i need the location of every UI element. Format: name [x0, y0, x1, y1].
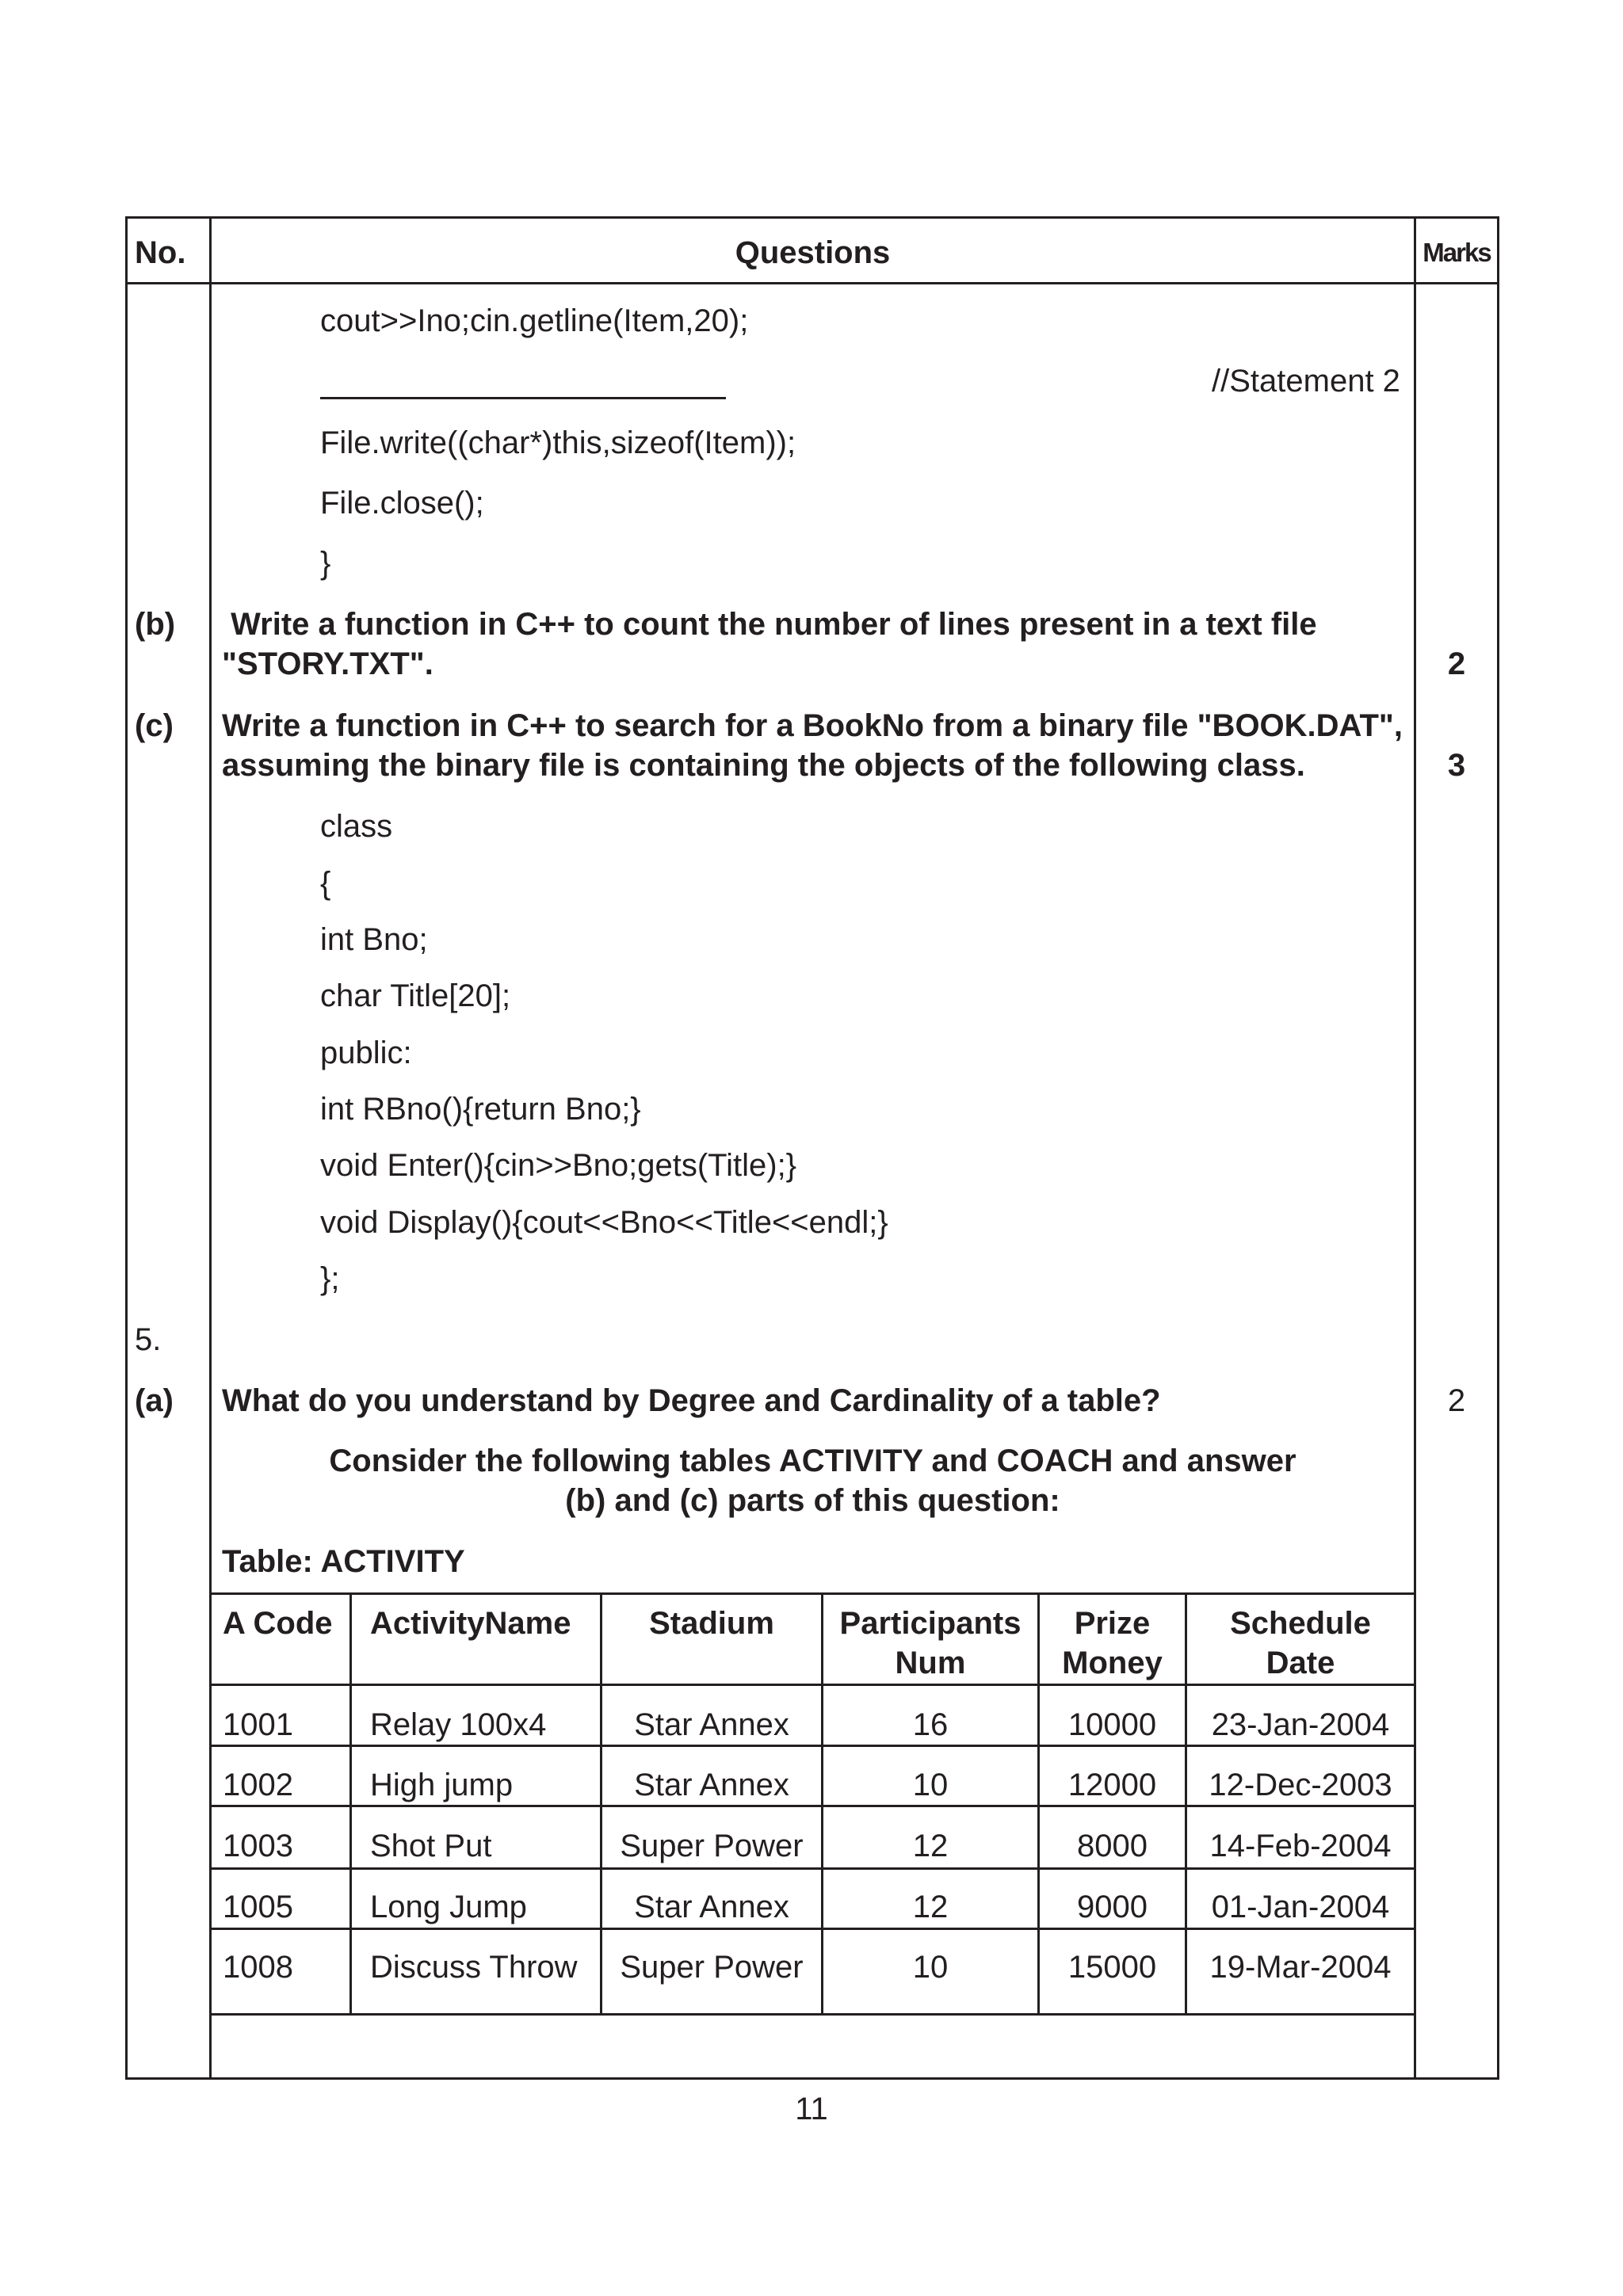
col-header-prize-2: Money — [1062, 1646, 1163, 1680]
table-cell-code: 1003 — [223, 1829, 293, 1863]
frame-header-bottom — [125, 282, 1499, 284]
table-cell-stadium: Star Annex — [634, 1707, 789, 1742]
col-header-stadium: Stadium — [649, 1606, 774, 1641]
col-header-schedule: Schedule — [1230, 1606, 1371, 1641]
table-title: Table: ACTIVITY — [222, 1544, 465, 1579]
q5a-marks: 2 — [1447, 1383, 1466, 1418]
table-header-bottom — [209, 1684, 1416, 1686]
q4b-text-line1: Write a function in C++ to count the number of lines present in a text file — [222, 607, 1317, 642]
table-cell-code: 1005 — [223, 1890, 293, 1924]
frame-left — [125, 216, 128, 2080]
table-cell-participants: 16 — [912, 1707, 949, 1742]
class-code-line: void Display(){cout<<Bno<<Title<<endl;} — [320, 1205, 888, 1240]
statement-2-comment: //Statement 2 — [1212, 364, 1400, 399]
class-code-line: int Bno; — [320, 922, 428, 957]
table-cell-stadium: Super Power — [620, 1950, 804, 1985]
table-cell-activity: Relay 100x4 — [370, 1707, 547, 1742]
class-code-line: void Enter(){cin>>Bno;gets(Title);} — [320, 1148, 797, 1183]
class-code-line: class — [320, 809, 393, 844]
table-cell-code: 1002 — [223, 1768, 293, 1802]
q5-intro-line2: (b) and (c) parts of this question: — [565, 1483, 1060, 1518]
table-cell-code: 1008 — [223, 1950, 293, 1985]
header-marks: Marks — [1423, 238, 1491, 267]
class-code-line: { — [320, 866, 331, 901]
col-header-activity-name: ActivityName — [370, 1606, 571, 1641]
class-code-line: public: — [320, 1035, 412, 1070]
blank-statement-line — [320, 397, 726, 399]
table-cell-activity: Long Jump — [370, 1890, 527, 1924]
frame-bottom — [125, 2077, 1499, 2080]
table-border-bottom — [209, 2013, 1416, 2016]
header-questions: Questions — [735, 235, 891, 270]
table-cell-prize: 9000 — [1077, 1890, 1148, 1924]
q5-intro-line1: Consider the following tables ACTIVITY and COACH and answer — [329, 1444, 1296, 1478]
code-line-close: File.close(); — [320, 486, 484, 521]
code-line-cout: cout>>Ino;cin.getline(Item,20); — [320, 303, 749, 338]
table-cell-date: 19-Mar-2004 — [1209, 1950, 1392, 1985]
q4c-marks: 3 — [1447, 748, 1466, 783]
table-cell-stadium: Star Annex — [634, 1768, 789, 1802]
table-cell-activity: Shot Put — [370, 1829, 492, 1863]
table-cell-date: 14-Feb-2004 — [1209, 1829, 1392, 1863]
no-column-divider — [209, 216, 212, 2080]
table-cell-activity: High jump — [370, 1768, 514, 1802]
q4b-text-line2: "STORY.TXT". — [222, 646, 433, 681]
q4c-text-line2: assuming the binary file is containing the objects of the following class. — [222, 748, 1305, 783]
table-cell-prize: 8000 — [1077, 1829, 1148, 1863]
table-cell-participants: 12 — [912, 1829, 949, 1863]
q4c-number: (c) — [135, 708, 174, 743]
col-header-schedule-2: Date — [1266, 1646, 1335, 1680]
table-cell-participants: 10 — [912, 1950, 949, 1985]
class-code-line: }; — [320, 1261, 340, 1296]
q5-number: 5. — [135, 1322, 162, 1357]
frame-top — [125, 216, 1499, 219]
table-cell-participants: 12 — [912, 1890, 949, 1924]
header-no: No. — [135, 235, 186, 270]
table-row-separator — [209, 1928, 1416, 1930]
q4b-marks: 2 — [1447, 646, 1466, 681]
table-cell-code: 1001 — [223, 1707, 293, 1742]
table-row-separator — [209, 1745, 1416, 1747]
table-cell-date: 12-Dec-2003 — [1209, 1768, 1392, 1802]
table-cell-activity: Discuss Throw — [370, 1950, 578, 1985]
class-code-line: int RBno(){return Bno;} — [320, 1092, 641, 1127]
table-cell-prize: 15000 — [1067, 1950, 1157, 1985]
q5a-text: What do you understand by Degree and Cardinality of a table? — [222, 1383, 1161, 1418]
code-line-write: File.write((char*)this,sizeof(Item)); — [320, 425, 796, 460]
frame-right — [1497, 216, 1499, 2080]
q4b-number: (b) — [135, 607, 176, 642]
table-cell-stadium: Super Power — [620, 1829, 804, 1863]
col-header-a-code: A Code — [223, 1606, 333, 1641]
page-number: 11 — [795, 2092, 828, 2126]
code-line-brace: } — [320, 546, 331, 581]
table-cell-participants: 10 — [912, 1768, 949, 1802]
table-col-divider — [349, 1592, 352, 2013]
table-cell-prize: 10000 — [1067, 1707, 1157, 1742]
col-header-prize: Prize — [1074, 1606, 1151, 1641]
class-code-line: char Title[20]; — [320, 978, 511, 1013]
table-cell-prize: 12000 — [1067, 1768, 1157, 1802]
table-row-separator — [209, 1867, 1416, 1870]
col-header-participants-2: Num — [895, 1646, 966, 1680]
q5a-number: (a) — [135, 1383, 174, 1418]
table-border-top — [209, 1592, 1416, 1595]
table-row-separator — [209, 1805, 1416, 1807]
table-cell-date: 01-Jan-2004 — [1211, 1890, 1390, 1924]
marks-column-divider — [1414, 216, 1416, 2080]
q4c-text-line1: Write a function in C++ to search for a BookNo from a binary file "BOOK.DAT", — [222, 708, 1403, 743]
table-cell-date: 23-Jan-2004 — [1211, 1707, 1390, 1742]
table-cell-stadium: Star Annex — [634, 1890, 789, 1924]
col-header-participants: Participants — [839, 1606, 1022, 1641]
